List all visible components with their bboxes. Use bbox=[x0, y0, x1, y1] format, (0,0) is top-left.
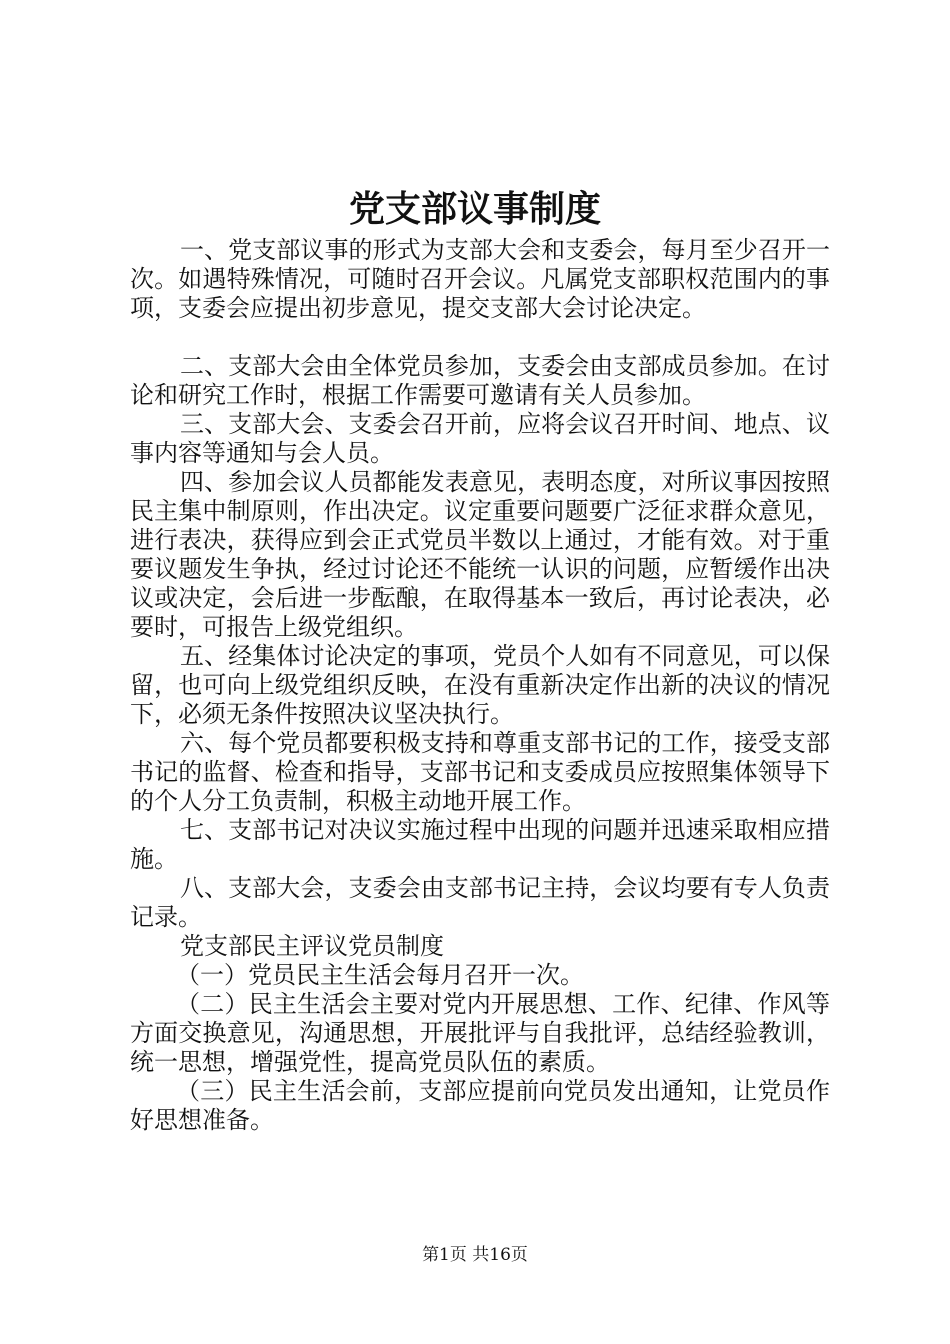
list-item-3: （三）民主生活会前，支部应提前向党员发出通知，让党员作好思想准备。 bbox=[130, 1077, 830, 1134]
page-number: 第1页 共16页 bbox=[422, 1245, 528, 1265]
section-heading: 党支部民主评议党员制度 bbox=[180, 932, 444, 960]
document-body bbox=[130, 236, 830, 1135]
paragraph-8: 八、支部大会，支委会由支部书记主持，会议均要有专人负责记录。 bbox=[130, 874, 830, 931]
list-item-2: （二）民主生活会主要对党内开展思想、工作、纪律、作风等方面交换意见，沟通思想，开展批评与自我批评，总结经验教训，统一思想，增强党性，提高党员队伍的素质。 bbox=[130, 990, 830, 1076]
paragraph-5: 五、经集体讨论决定的事项，党员个人如有不同意见，可以保留，也可向上级党组织反映，在没有重新决定作出新的决议的情况下，必须无条件按照决议坚决执行。 bbox=[130, 642, 830, 728]
paragraph-3: 三、支部大会、支委会召开前，应将会议召开时间、地点、议事内容等通知与会人员。 bbox=[130, 410, 830, 467]
paragraph-2: 二、支部大会由全体党员参加，支委会由支部成员参加。在讨论和研究工作时，根据工作需要可邀请有关人员参加。 bbox=[130, 352, 830, 409]
paragraph-1: 一、党支部议事的形式为支部大会和支委会，每月至少召开一次。如遇特殊情况，可随时召开会议。凡属党支部职权范围内的事项，支委会应提出初步意见，提交支部大会讨论决定。 bbox=[130, 236, 830, 322]
paragraph-4: 四、参加会议人员都能发表意见，表明态度，对所议事因按照民主集中制原则，作出决定。议定重要问题要广泛征求群众意见，进行表决，获得应到会正式党员半数以上通过，才能有效。对于重要议题发生争执，经过讨论还不能统一认识的问题，应暂缓作出决议或决定，会后进一步酝酿，在取得基本一致后，再讨论表决，必要时，可报告上级党组织。 bbox=[130, 468, 830, 641]
paragraph-7: 七、支部书记对决议实施过程中出现的问题并迅速采取相应措施。 bbox=[130, 816, 830, 873]
list-item-1: （一）党员民主生活会每月召开一次。 bbox=[176, 961, 584, 989]
paragraph-6: 六、每个党员都要积极支持和尊重支部书记的工作，接受支部书记的监督、检查和指导，支部书记和支委成员应按照集体领导下的个人分工负责制，积极主动地开展工作。 bbox=[130, 729, 830, 815]
document-title: 党支部议事制度 bbox=[348, 188, 601, 230]
